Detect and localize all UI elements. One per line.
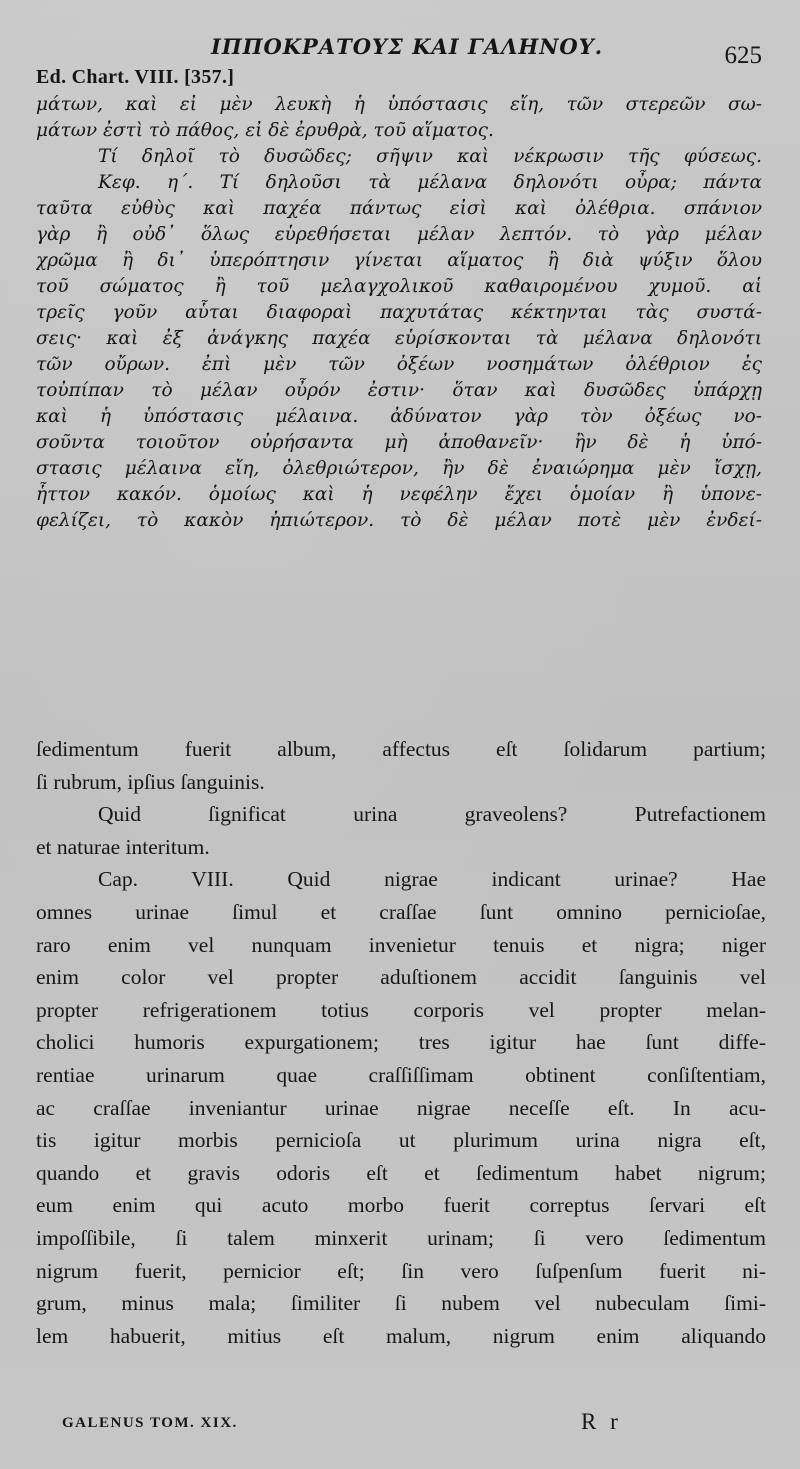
latin-line: et naturae interitum. [36, 834, 210, 859]
latin-line: rentiae urinarum quae craſſiſſimam obtinent conſiſtentiam, [36, 1062, 766, 1087]
latin-line: lem habuerit, mitius eſt malum, nigrum enim aliquando [36, 1323, 766, 1348]
latin-line: propter refrigerationem totius corporis vel propter melan- [36, 997, 766, 1022]
greek-line: Κεφ. η΄. Τί δηλοῦσι τὰ μέλανα δηλονότι οὖρα; πάντα [98, 172, 762, 193]
greek-text-block [36, 92, 762, 534]
page-number: 625 [724, 42, 762, 69]
greek-line: σοῦντα τοιοῦτον οὐρήσαντα μὴ ἀποθανεῖν· ἢν δὲ ἡ ὑπό- [36, 432, 762, 453]
greek-line: ἧττον κακόν. ὁμοίως καὶ ἡ νεφέλην ἔχει ὁμοίαν ἢ ὑπονε- [36, 484, 762, 505]
latin-line: enim color vel propter aduſtionem accidit ſanguinis vel [36, 965, 766, 990]
latin-line: Quid ſignificat urina graveolens? Putrefactionem [98, 802, 766, 827]
greek-line: τρεῖς γοῦν αὗται διαφοραὶ παχυτάτας κέκτηνται τὰς συστά- [36, 302, 762, 323]
greek-line: τοῦ σώματος ἢ τοῦ μελαγχολικοῦ καθαιρομένου χυμοῦ. αἱ [36, 276, 762, 297]
latin-line: tis igitur morbis pernicioſa ut plurimum urina nigra eſt, [36, 1128, 766, 1153]
greek-line: σεις· καὶ ἐξ ἀνάγκης παχέα εὑρίσκονται τὰ μέλανα δηλονότι [36, 328, 762, 349]
latin-line: cholici humoris expurgationem; tres igitur hae ſunt diffe- [36, 1030, 766, 1055]
greek-line: στασις μέλαινα εἴη, ὀλεθριώτερον, ἢν δὲ ἐναιώρημα μὲν ἴσχῃ, [36, 458, 762, 479]
page-footer [36, 1409, 762, 1443]
volume-signature: GALENUS TOM. XIX. [62, 1415, 238, 1431]
latin-line: omnes urinae ſimul et craſſae ſunt omnino pernicioſae, [36, 899, 766, 924]
greek-line: φελίζει, τὸ κακὸν ἠπιώτερον. τὸ δὲ μέλαν ποτὲ μὲν ἐνδεί- [36, 510, 762, 531]
latin-line: Cap. VIII. Quid nigrae indicant urinae? Hae [98, 867, 766, 892]
greek-line: Τί δηλοῖ τὸ δυσῶδες; σῆψιν καὶ νέκρωσιν τῆς φύσεως. [98, 146, 762, 167]
latin-line: ſi rubrum, ipſius ſanguinis. [36, 769, 265, 794]
latin-line: grum, minus mala; ſimiliter ſi nubem vel nubeculam ſimi- [36, 1291, 766, 1316]
greek-line: τῶν οὔρων. ἐπὶ μὲν τῶν ὀξέων νοσημάτων ὀλέθριον ἐς [36, 354, 762, 375]
edition-reference: Ed. Chart. VIII. [357.] [36, 66, 235, 88]
running-head [36, 30, 762, 70]
greek-line: γὰρ ἢ οὐδ᾽ ὅλως εὑρεθήσεται μέλαν λεπτόν. τὸ γὰρ μέλαν [36, 224, 762, 245]
latin-line: quando et gravis odoris eſt et ſedimentum habet nigrum; [36, 1160, 766, 1185]
gathering-signature: R r [581, 1409, 622, 1434]
greek-line: μάτων ἐστὶ τὸ πάθος, εἰ δὲ ἐρυθρὰ, τοῦ αἵματος. [36, 120, 494, 141]
latin-line: eum enim qui acuto morbo fuerit correptus ſervari eſt [36, 1193, 766, 1218]
latin-line: ac craſſae inveniantur urinae nigrae neceſſe eſt. In acu- [36, 1095, 766, 1120]
running-title: ΙΠΠΟΚΡΑΤΟΥΣ ΚΑΙ ΓΑΛΗΝΟΥ. [211, 34, 604, 59]
latin-line: raro enim vel nunquam invenietur tenuis et nigra; niger [36, 932, 766, 957]
latin-line: impoſſibile, ſi talem minxerit urinam; ſi vero ſedimentum [36, 1225, 766, 1250]
greek-line: τοὐπίπαν τὸ μέλαν οὖρόν ἐστιν· ὅταν καὶ δυσῶδες ὑπάρχῃ [36, 380, 762, 401]
latin-text-block [36, 733, 766, 1352]
latin-line: ſedimentum fuerit album, affectus eſt ſolidarum partium; [36, 737, 766, 761]
greek-line: χρῶμα ἢ δι᾽ ὑπερόπτησιν γίνεται αἵματος ἢ διὰ ψύξιν ὅλου [36, 250, 762, 271]
greek-line: μάτων, καὶ εἰ μὲν λευκὴ ἡ ὑπόστασις εἴη, τῶν στερεῶν σω- [36, 94, 762, 115]
latin-line: nigrum fuerit, pernicior eſt; ſin vero ſuſpenſum fuerit ni- [36, 1258, 766, 1283]
greek-line: ταῦτα εὐθὺς καὶ παχέα πάντως εἰσὶ καὶ ὀλέθρια. σπάνιον [36, 198, 762, 219]
greek-line: καὶ ἡ ὑπόστασις μέλαινα. ἀδύνατον γὰρ τὸν ὀξέως νο- [36, 406, 762, 427]
